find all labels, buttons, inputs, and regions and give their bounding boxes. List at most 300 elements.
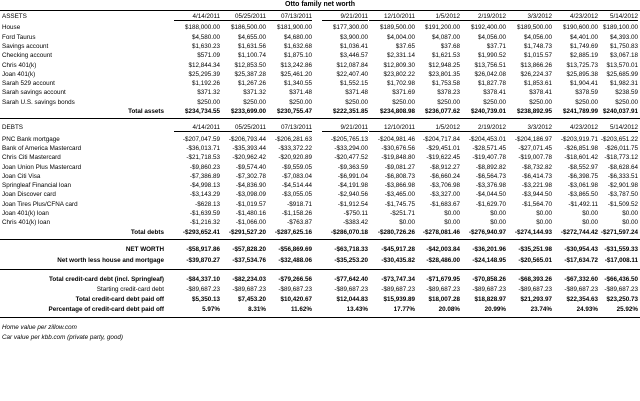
cell-value: -$21,718.53	[186, 154, 220, 162]
cell-value: $25,895.38	[566, 70, 598, 78]
divider	[0, 239, 640, 240]
cell-value: $1,749.69	[569, 42, 598, 50]
cell-value: $12,809.30	[383, 61, 415, 69]
row-label: Total credit-card debt paid off	[75, 296, 164, 304]
cell-value: 3/3/2012	[506, 123, 552, 132]
cell-value: -$89,687.23	[334, 285, 368, 293]
cell-value: $371.32	[243, 89, 266, 97]
cell-value: -$7,083.04	[281, 172, 312, 180]
cell-value: -$19,407.78	[472, 154, 506, 162]
cell-value: $1,621.53	[431, 52, 460, 60]
row-label: Sarah U.S. savings bonds	[2, 98, 75, 106]
cell-value: $250.00	[197, 98, 220, 106]
cell-value: $189,500.00	[516, 24, 552, 32]
cell-value: 5.97%	[202, 306, 220, 314]
cell-value: $1,702.98	[386, 80, 415, 88]
cell-value: -$1,683.67	[429, 200, 460, 208]
cell-value: -$89,687.23	[472, 285, 506, 293]
cell-value: -$4,998.13	[189, 182, 220, 190]
cell-value: -$1,480.16	[235, 210, 266, 217]
cell-value: 1/5/2012	[414, 123, 460, 132]
cell-value: $189,100.00	[602, 24, 638, 32]
cell-value: -$79,266.56	[278, 275, 312, 283]
cell-value: -$9,860.23	[189, 163, 220, 171]
footnote: Home value per zillow.com	[2, 323, 77, 331]
cell-value: 5/14/2012	[592, 123, 638, 132]
table-row	[0, 218, 640, 227]
cell-value: -$35,253.20	[334, 257, 368, 265]
cell-value: -$8,552.97	[567, 163, 598, 171]
cell-value: $12,948.25	[428, 61, 460, 69]
cell-value: $371.32	[197, 89, 220, 97]
cell-value: $250.00	[243, 98, 266, 106]
cell-value: 9/21/2011	[322, 123, 368, 132]
cell-value: $12,853.50	[234, 61, 266, 69]
cell-value: -$33,372.22	[278, 144, 312, 152]
cell-value: 4/14/2011	[174, 12, 220, 21]
cell-value: $3,900.00	[339, 33, 368, 41]
cell-value: -$58,917.86	[186, 245, 220, 253]
table-row	[0, 172, 640, 181]
cell-value: -$3,055.05	[281, 191, 312, 199]
cell-value: -$84,337.10	[186, 275, 220, 283]
row-label: Joan Tires Plus/CFNA card	[2, 200, 78, 208]
cell-value: 4/23/2012	[552, 12, 598, 21]
cell-value: -$3,787.50	[607, 191, 638, 199]
cell-value: -$89,687.23	[232, 285, 266, 293]
cell-value: $5,350.13	[191, 296, 220, 304]
cell-value: -$203,651.22	[600, 135, 638, 143]
cell-value: $1,753.58	[431, 80, 460, 88]
cell-value: -$20,565.01	[518, 257, 552, 265]
cell-value: $378.41	[483, 89, 506, 97]
cell-value: 3/3/2012	[506, 12, 552, 21]
cell-value: 1/5/2012	[414, 12, 460, 21]
cell-value: 23.74%	[530, 306, 552, 314]
cell-value: -$6,333.51	[607, 172, 638, 180]
cell-value: -$2,901.98	[607, 182, 638, 190]
cell-value: -$36,013.71	[186, 144, 220, 152]
row-label: Joan Citi Visa	[2, 172, 41, 180]
cell-value: $1,750.83	[609, 42, 638, 50]
row-label: Net worth less house and mortgage	[57, 257, 164, 265]
cell-value: -$203,919.71	[560, 135, 598, 143]
cell-value: -$73,747.34	[381, 275, 415, 283]
cell-value: -$18,773.12	[604, 154, 638, 162]
cell-value: -$4,836.90	[235, 182, 266, 190]
row-label: Sarah 529 account	[2, 80, 55, 88]
cell-value: -$1,912.54	[337, 200, 368, 208]
cell-value: $1,340.55	[283, 80, 312, 88]
cell-value: -$207,047.59	[182, 135, 220, 143]
cell-value: -$82,234.03	[232, 275, 266, 283]
cell-value: $250.00	[529, 98, 552, 106]
cell-value: $15,939.89	[383, 296, 415, 304]
cell-value: $1,853.61	[523, 80, 552, 88]
cell-value: $4,004.00	[386, 33, 415, 41]
cell-value: -$26,851.98	[564, 144, 598, 152]
cell-value: 2/19/2012	[460, 123, 506, 132]
cell-value: $191,200.00	[424, 24, 460, 32]
cell-value: -$45,917.28	[381, 245, 415, 253]
cell-value: -$33,294.00	[334, 144, 368, 152]
cell-value: -$66,436.50	[604, 275, 638, 283]
cell-value: $238.59	[615, 89, 638, 97]
cell-value: 12/10/2011	[369, 12, 415, 21]
divider	[0, 317, 640, 318]
cell-value: -$3,221.98	[521, 182, 552, 190]
row-label: Joan 401(k)	[2, 70, 36, 78]
cell-value: 13.43%	[346, 306, 368, 314]
cell-value: $4,655.00	[237, 33, 266, 41]
cell-value: $0.00	[444, 210, 460, 217]
cell-value: $13,756.51	[474, 61, 506, 69]
row-label: Total credit-card debt (incl. Springleaf)	[49, 275, 164, 283]
summary-row	[0, 245, 640, 254]
cell-value: -$1,509.52	[607, 200, 638, 208]
cell-value: -$280,726.26	[377, 228, 415, 236]
cell-value: -$206,793.44	[228, 135, 266, 143]
cell-value: $25,295.39	[188, 70, 220, 78]
cell-value: $250.00	[392, 98, 415, 106]
cell-value: -$4,514.44	[281, 182, 312, 190]
row-label: Joan Union Plus Mastercard	[2, 163, 82, 171]
cell-value: -$8,892.82	[475, 163, 506, 171]
cell-value: -$63,718.33	[334, 245, 368, 253]
cell-value: $4,580.00	[191, 33, 220, 41]
cell-value: $23,250.73	[606, 296, 638, 304]
cell-value: $371.69	[392, 89, 415, 97]
row-label: Ford Taurus	[2, 33, 36, 41]
cell-value: -$3,327.00	[429, 191, 460, 199]
cell-value: -$293,652.41	[182, 228, 220, 236]
cell-value: $571.09	[197, 52, 220, 60]
cell-value: -$1,639.59	[189, 210, 220, 217]
cell-value: $21,293.97	[520, 296, 552, 304]
cell-value: -$628.13	[195, 200, 220, 208]
row-label: Chris 401(k)	[2, 61, 37, 69]
row-label: Total debts	[130, 228, 164, 236]
cell-value: $4,056.00	[477, 33, 506, 41]
cell-value: $371.48	[289, 89, 312, 97]
cell-value: -$24,148.95	[472, 257, 506, 265]
table-row	[0, 33, 640, 42]
cell-value: 5/14/2012	[592, 12, 638, 21]
cell-value: $13,242.86	[280, 61, 312, 69]
cell-value: -$28,571.45	[472, 144, 506, 152]
cell-value: -$77,642.40	[334, 275, 368, 283]
cell-value: $234,734.55	[184, 108, 220, 115]
cell-value: 11.62%	[290, 306, 312, 314]
cell-value: -$763.87	[287, 219, 312, 227]
cell-value: -$6,398.75	[567, 172, 598, 180]
table-row	[0, 98, 640, 107]
cell-value: -$71,679.95	[426, 275, 460, 283]
cell-value: -$278,081.46	[422, 228, 460, 236]
cell-value: -$9,363.59	[337, 163, 368, 171]
cell-value: $26,224.37	[520, 70, 552, 78]
cell-value: -$274,144.93	[514, 228, 552, 236]
cell-value: $1,192.26	[191, 80, 220, 88]
cell-value: $0.00	[622, 210, 638, 217]
cell-value: -$918.71	[287, 200, 312, 208]
cell-value: -$89,687.23	[186, 285, 220, 293]
cell-value: $0.00	[536, 219, 552, 227]
cell-value: -$18,601.42	[564, 154, 598, 162]
table-row	[0, 88, 640, 97]
cell-value: -$6,564.73	[475, 172, 506, 180]
cell-value: $1,552.15	[339, 80, 368, 88]
cell-value: -$89,687.23	[564, 285, 598, 293]
debts-total-row	[0, 228, 640, 237]
cell-value: -$19,848.80	[381, 154, 415, 162]
cell-value: 20.08%	[438, 306, 460, 314]
cell-value: -$3,143.29	[189, 191, 220, 199]
cell-value: $4,393.00	[609, 33, 638, 41]
row-label: Total assets	[128, 108, 164, 115]
row-label: Joan 401(k) loan	[2, 210, 49, 217]
row-label: Springleaf Financial loan	[2, 182, 71, 190]
cell-value: -$1,066.00	[235, 219, 266, 227]
cell-value: $0.00	[622, 219, 638, 227]
cell-value: $25,685.99	[606, 70, 638, 78]
cell-value: -$206,281.63	[274, 135, 312, 143]
cell-value: -$4,191.98	[337, 182, 368, 190]
cell-value: $181,900.00	[276, 24, 312, 32]
cell-value: $1,875.10	[283, 52, 312, 60]
cell-value: $1,100.74	[237, 52, 266, 60]
cell-value: $1,267.26	[237, 80, 266, 88]
cell-value: $0.00	[444, 219, 460, 227]
cell-value: -$7,302.78	[235, 172, 266, 180]
cell-value: -$6,991.04	[337, 172, 368, 180]
cell-value: $371.48	[345, 89, 368, 97]
cell-value: $4,087.00	[431, 33, 460, 41]
cell-value: -$89,687.23	[278, 285, 312, 293]
row-label: Percentage of credit-card debt paid off	[48, 306, 164, 314]
cell-value: $13,725.73	[566, 61, 598, 69]
cell-value: -$27,071.45	[518, 144, 552, 152]
cell-value: $0.00	[536, 210, 552, 217]
table-row	[0, 190, 640, 199]
cell-value: $0.00	[490, 210, 506, 217]
cell-value: -$7,386.89	[189, 172, 220, 180]
cell-value: -$205,765.13	[330, 135, 368, 143]
cell-value: $23,801.35	[428, 70, 460, 78]
cell-value: -$20,920.89	[278, 154, 312, 162]
cell-value: $25,461.20	[280, 70, 312, 78]
cell-value: $1,982.31	[609, 80, 638, 88]
assets-header-row	[0, 12, 640, 21]
cell-value: -$89,687.23	[518, 285, 552, 293]
cell-value: $250.00	[289, 98, 312, 106]
cell-value: $378.59	[575, 89, 598, 97]
cell-value: $0.00	[490, 219, 506, 227]
cell-value: $378.41	[529, 89, 552, 97]
cell-value: -$204,981.46	[377, 135, 415, 143]
cell-value: -$36,201.96	[472, 245, 506, 253]
cell-value: $189,500.00	[379, 24, 415, 32]
cell-value: $25,387.28	[234, 70, 266, 78]
row-label: Starting credit-card debt	[96, 285, 164, 293]
cell-value: $10,420.67	[280, 296, 312, 304]
cell-value: $37.68	[440, 42, 460, 50]
cell-value: -$30,435.82	[381, 257, 415, 265]
cell-value: $236,077.62	[424, 108, 460, 115]
cell-value: -$30,954.43	[564, 245, 598, 253]
cell-value: $37.65	[395, 42, 415, 50]
cell-value: $241,789.99	[562, 108, 598, 115]
cell-value: -$204,453.01	[468, 135, 506, 143]
cell-value: -$29,451.01	[426, 144, 460, 152]
cell-value: -$31,559.33	[604, 245, 638, 253]
cell-value: $230,755.47	[276, 108, 312, 115]
cell-value: $238,892.95	[516, 108, 552, 115]
cell-value: 25.92%	[616, 306, 638, 314]
cell-value: -$26,011.75	[604, 144, 638, 152]
cell-value: 05/25/2011	[220, 123, 266, 132]
cell-value: $7,453.20	[237, 296, 266, 304]
cell-value: -$287,625.16	[274, 228, 312, 236]
cell-value: -$276,940.97	[468, 228, 506, 236]
cell-value: -$20,962.42	[232, 154, 266, 162]
cell-value: -$291,527.20	[228, 228, 266, 236]
cell-value: $250.00	[483, 98, 506, 106]
credit-row	[0, 305, 640, 314]
cell-value: 20.99%	[484, 306, 506, 314]
cell-value: $378.23	[437, 89, 460, 97]
cell-value: -$204,717.84	[422, 135, 460, 143]
row-label: Sarah savings account	[2, 89, 66, 97]
table-row	[0, 79, 640, 88]
sheet-title: Otto family net worth	[285, 1, 355, 8]
cell-value: -$19,007.78	[518, 154, 552, 162]
cell-value: 05/25/2011	[220, 12, 266, 21]
cell-value: -$1,629.70	[475, 200, 506, 208]
row-label: Savings account	[2, 42, 49, 50]
cell-value: $3,067.18	[609, 52, 638, 60]
cell-value: $250.00	[437, 98, 460, 106]
assets-total-row	[0, 107, 640, 116]
cell-value: -$3,061.98	[567, 182, 598, 190]
cell-value: $1,904.41	[569, 80, 598, 88]
cell-value: $4,056.00	[523, 33, 552, 41]
cell-value: -$68,393.26	[518, 275, 552, 283]
cell-value: -$383.42	[343, 219, 368, 227]
cell-value: $250.00	[575, 98, 598, 106]
cell-value: 9/21/2011	[322, 12, 368, 21]
cell-value: -$1,492.11	[568, 200, 598, 208]
cell-value: $22,407.40	[336, 70, 368, 78]
cell-value: $250.00	[345, 98, 368, 106]
cell-value: $4,680.00	[283, 33, 312, 41]
cell-value: 24.93%	[576, 306, 598, 314]
cell-value: 12/10/2011	[369, 123, 415, 132]
table-row	[0, 153, 640, 162]
row-label: Checking account	[2, 52, 53, 60]
credit-row	[0, 285, 640, 294]
cell-value: -$32,488.06	[278, 257, 312, 265]
cell-value: $12,844.34	[188, 61, 220, 69]
cell-value: -$3,376.98	[475, 182, 506, 190]
cell-value: $190,600.00	[562, 24, 598, 32]
cell-value: $0.00	[399, 219, 415, 227]
cell-value: $26,042.08	[474, 70, 506, 78]
credit-row	[0, 295, 640, 304]
cell-value: $188,000.00	[184, 24, 220, 32]
row-label: Chris 401(k) loan	[2, 219, 50, 227]
table-row	[0, 23, 640, 32]
divider	[0, 118, 640, 119]
cell-value: $2,331.14	[386, 52, 415, 60]
cell-value: $1,631.56	[237, 42, 266, 50]
cell-value: -$3,098.09	[235, 191, 266, 199]
cell-value: -$20,477.52	[334, 154, 368, 162]
cell-value: -$9,559.05	[281, 163, 312, 171]
cell-value: 8.31%	[248, 306, 266, 314]
table-row	[0, 61, 640, 70]
table-row	[0, 51, 640, 60]
cell-value: -$9,081.27	[384, 163, 415, 171]
cell-value: -$39,870.27	[186, 257, 220, 265]
cell-value: -$6,414.73	[521, 172, 552, 180]
cell-value: -$8,732.82	[521, 163, 552, 171]
cell-value: -$272,744.42	[560, 228, 598, 236]
cell-value: -$204,186.97	[514, 135, 552, 143]
row-label: PNC Bank mortgage	[2, 135, 60, 143]
cell-value: $0.00	[582, 210, 598, 217]
cell-value: $18,828.97	[474, 296, 506, 304]
cell-value: 2/19/2012	[460, 12, 506, 21]
cell-value: $1,827.78	[477, 80, 506, 88]
cell-value: -$3,944.50	[521, 191, 552, 199]
cell-value: $23,802.22	[383, 70, 415, 78]
cell-value: -$89,687.23	[426, 285, 460, 293]
cell-value: $233,699.00	[230, 108, 266, 115]
cell-value: -$2,940.56	[337, 191, 368, 199]
cell-value: $222,351.85	[332, 108, 368, 115]
cell-value: -$35,251.98	[518, 245, 552, 253]
cell-value: $37.71	[486, 42, 506, 50]
cell-value: $13,570.01	[606, 61, 638, 69]
cell-value: $1,632.68	[283, 42, 312, 50]
cell-value: -$286,070.18	[330, 228, 368, 236]
cell-value: -$89,687.23	[604, 285, 638, 293]
cell-value: $1,015.57	[523, 52, 552, 60]
table-row	[0, 200, 640, 209]
table-row	[0, 163, 640, 172]
cell-value: -$1,216.32	[189, 219, 220, 227]
cell-value: -$3,465.00	[384, 191, 415, 199]
cell-value: $22,354.63	[566, 296, 598, 304]
table-row	[0, 42, 640, 51]
cell-value: $2,885.19	[569, 52, 598, 60]
cell-value: $1,630.23	[191, 42, 220, 50]
cell-value: $18,007.28	[428, 296, 460, 304]
cell-value: -$57,828.20	[232, 245, 266, 253]
cell-value: -$1,019.57	[235, 200, 266, 208]
cell-value: -$4,044.50	[475, 191, 506, 199]
cell-value: -$30,676.56	[381, 144, 415, 152]
divider	[0, 269, 640, 270]
cell-value: $186,500.00	[230, 24, 266, 32]
summary-row	[0, 256, 640, 265]
divider	[0, 10, 640, 11]
cell-value: $12,044.83	[336, 296, 368, 304]
cell-value: -$6,660.24	[429, 172, 460, 180]
cell-value: -$8,628.64	[607, 163, 638, 171]
table-row	[0, 144, 640, 153]
